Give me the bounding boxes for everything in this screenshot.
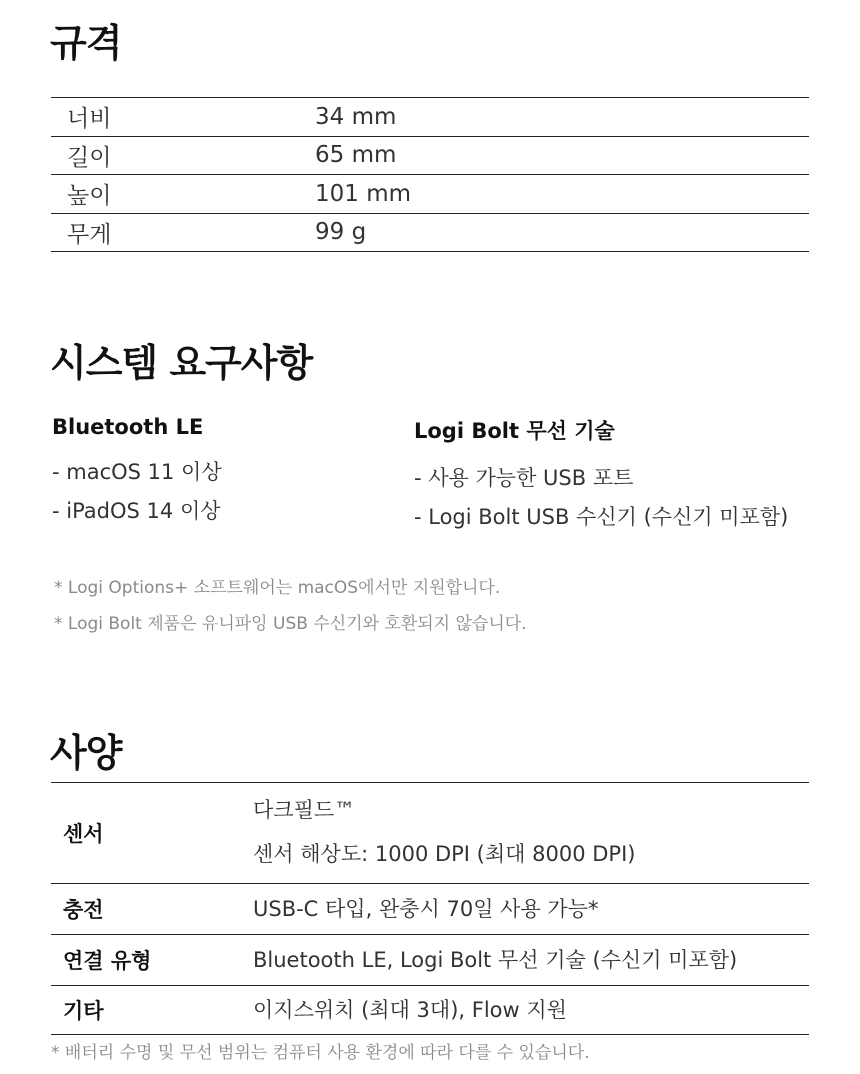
spec-value — [253, 938, 809, 982]
table-row — [51, 214, 809, 253]
spec-label: 무게 — [67, 221, 112, 248]
table-row — [51, 986, 809, 1035]
table-row — [51, 175, 809, 214]
table-row — [51, 137, 809, 176]
spec-value-line: Bluetooth LE, Logi Bolt 무선 기술 (수신기 미포함) — [253, 948, 738, 972]
technical-title: 사양 — [50, 731, 122, 775]
specs-table — [51, 97, 809, 252]
spec-value-line: 센서 해상도: 1000 DPI (최대 8000 DPI) — [253, 842, 636, 866]
bluetooth-requirements — [52, 415, 222, 531]
spec-value — [253, 988, 809, 1032]
requirements-title: 시스템 요구사항 — [50, 341, 313, 385]
table-row — [51, 98, 809, 137]
footnote: * 배터리 수명 및 무선 범위는 컴퓨터 사용 환경에 따라 다를 수 있습니다. — [51, 1043, 590, 1063]
spec-value: 34 mm — [315, 103, 397, 130]
spec-label: 높이 — [67, 183, 112, 210]
list-item: - iPadOS 14 이상 — [52, 499, 221, 523]
spec-label: 기타 — [63, 999, 104, 1023]
requirements-note: * Logi Bolt 제품은 유니파잉 USB 수신기와 호환되지 않습니다. — [54, 614, 527, 634]
list-item: - 사용 가능한 USB 포트 — [414, 466, 634, 490]
spec-label: 센서 — [63, 822, 104, 846]
spec-value — [253, 790, 809, 876]
table-row — [51, 935, 809, 986]
spec-value: 101 mm — [315, 180, 412, 207]
spec-label: 충전 — [63, 898, 104, 922]
spec-value-line: 다크필드™ — [253, 798, 356, 822]
spec-value — [253, 887, 809, 931]
technical-table — [51, 782, 809, 1035]
list-item: - macOS 11 이상 — [52, 460, 222, 484]
spec-label: 연결 유형 — [63, 949, 152, 973]
bluetooth-heading: Bluetooth LE — [52, 415, 204, 439]
table-row — [51, 783, 809, 884]
table-row — [51, 884, 809, 935]
spec-value: 99 g — [315, 219, 367, 246]
spec-value-line: 이지스위치 (최대 3대), Flow 지원 — [253, 998, 567, 1022]
spec-value-line: USB-C 타입, 완충시 70일 사용 가능* — [253, 897, 599, 921]
bolt-heading: Logi Bolt 무선 기술 — [414, 419, 615, 443]
requirements-note: * Logi Options+ 소프트웨어는 macOS에서만 지원합니다. — [54, 578, 501, 598]
spec-label: 너비 — [67, 106, 112, 133]
specs-title: 규격 — [50, 21, 122, 65]
spec-value: 65 mm — [315, 142, 397, 169]
spec-label: 길이 — [67, 144, 112, 171]
list-item: - Logi Bolt USB 수신기 (수신기 미포함) — [414, 505, 789, 529]
bolt-requirements — [414, 415, 788, 537]
